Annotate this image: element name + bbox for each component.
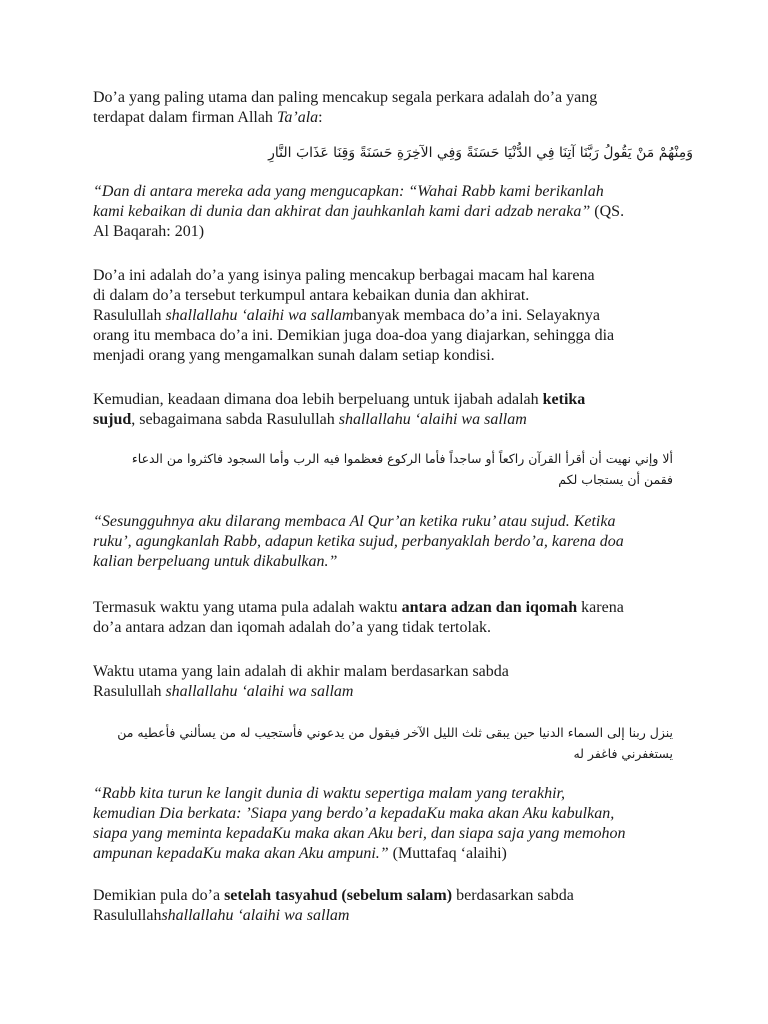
bold-span: ketika [542, 391, 586, 408]
italic-span: shallallahu ‘alaihi wa sallam [338, 411, 527, 428]
text-line [93, 598, 673, 618]
translation-quote [93, 784, 673, 864]
text-line: siapa yang meminta kepadaKu maka akan Aku beri, dan siapa saja yang memohon [93, 825, 626, 842]
text-span: Rasulullah [93, 307, 166, 324]
arabic-hadith [93, 722, 673, 764]
text-line: “Dan di antara mereka ada yang mengucapkan: “Wahai Rabb kami berikanlah [93, 183, 604, 200]
text-line: ruku’, agungkanlah Rabb, adapun ketika sujud, perbanyaklah berdo’a, karena doa [93, 533, 624, 550]
text-span: Kemudian, keadaan dimana doa lebih berpeluang untuk ijabah adalah [93, 391, 543, 408]
italic-span: Ta’ala [276, 109, 319, 126]
text-line: kemudian Dia berkata: ’Siapa yang berdo’a kepadaKu maka akan Aku kabulkan, [93, 805, 615, 822]
text-span: terdapat dalam firman Allah [93, 109, 277, 126]
text-line: Do’a yang paling utama dan paling mencakup segala perkara adalah do’a yang [93, 89, 598, 106]
adzan-paragraph [93, 598, 673, 638]
text-line: Do’a ini adalah do’a yang isinya paling mencakup berbagai macam hal karena [93, 267, 595, 284]
text-line [93, 390, 673, 410]
text-span: karena [577, 599, 624, 616]
text-line: orang itu membaca do’a ini. Demikian juga doa-doa yang diajarkan, sehingga dia [93, 327, 615, 344]
text-line: “Rabb kita turun ke langit dunia di waktu sepertiga malam yang terakhir, [93, 785, 565, 802]
text-line: Waktu utama yang lain adalah di akhir malam berdasarkan sabda [93, 663, 509, 680]
text-line [93, 844, 673, 864]
text-span: (Muttafaq ‘alaihi) [388, 845, 507, 862]
text-span: (QS. [590, 203, 625, 220]
text-line [93, 886, 673, 906]
explanation-paragraph [93, 266, 673, 366]
arabic-line: ينزل ربنا إلى السماء الدنيا حين يبقى ثلث الليل الآخر فيقول من يدعوني فأستجيب له من يسألني فأعطيه من [117, 725, 673, 740]
italic-span: kami kebaikan di dunia dan akhirat dan jauhkanlah kami dari adzab neraka” [93, 203, 591, 220]
sujud-paragraph [93, 390, 673, 430]
night-paragraph [93, 662, 673, 702]
arabic-line: ألا وإني نهيت أن أقرأ القرآن راكعاً أو ساجداً فأما الركوع فعظموا فيه الرب وأما السجود فاكثروا من الدعاء [131, 451, 673, 466]
italic-span: shallallahu ‘alaihi wa sallam [165, 683, 354, 700]
text-line: “Sesungguhnya aku dilarang membaca Al Qur’an ketika ruku’ atau sujud. Ketika [93, 513, 616, 530]
translation-quote [93, 182, 673, 242]
bold-span: setelah tasyahud (sebelum salam) [224, 887, 453, 904]
text-span: Rasulullah [93, 683, 166, 700]
italic-span: ampunan kepadaKu maka akan Aku ampuni.” [93, 845, 389, 862]
arabic-hadith [93, 448, 673, 490]
text-line: menjadi orang yang mengamalkan sunah dalam setiap kondisi. [93, 347, 495, 364]
intro-paragraph [93, 88, 673, 128]
text-span: Demikian pula do’a [93, 887, 225, 904]
tasyahud-paragraph [93, 886, 673, 926]
text-span: Termasuk waktu yang utama pula adalah waktu [93, 599, 402, 616]
text-span: berdasarkan sabda [452, 887, 574, 904]
bold-span: sujud [93, 411, 132, 428]
text-line: do’a antara adzan dan iqomah adalah do’a yang tidak tertolak. [93, 619, 492, 636]
bold-span: antara adzan dan iqomah [401, 599, 578, 616]
arabic-verse: وَمِنْهُمْ مَنْ يَقُولُ رَبَّنَا آتِنَا فِي الدُّنْيَا حَسَنَةً وَفِي الآخِرَةِ حَسَنَةً وَقِنَا عَذَابَ النَّارِ [268, 145, 693, 161]
arabic-line: فقمن أن يستجاب لكم [558, 472, 673, 487]
text-line [93, 202, 673, 222]
text-line: di dalam do’a tersebut terkumpul antara kebaikan dunia dan akhirat. [93, 287, 530, 304]
text-line [93, 682, 673, 702]
italic-span: shallallahu ‘alaihi wa sallam [161, 907, 350, 924]
text-line [93, 410, 673, 430]
arabic-line: يستغفرني فاغفر له [573, 746, 673, 761]
translation-quote [93, 512, 673, 572]
text-line: Al Baqarah: 201) [93, 223, 205, 240]
text-line [93, 108, 673, 128]
italic-span: shallallahu ‘alaihi wa sallam [165, 307, 354, 324]
text-span: Rasulullah [93, 907, 162, 924]
document-page [93, 84, 693, 926]
text-span: , sebagaimana sabda Rasulullah [131, 411, 339, 428]
text-span: : [318, 109, 323, 126]
text-line [93, 306, 673, 326]
text-span: banyak membaca do’a ini. Selayaknya [353, 307, 601, 324]
text-line [93, 906, 673, 926]
text-line: kalian berpeluang untuk dikabulkan.” [93, 553, 338, 570]
